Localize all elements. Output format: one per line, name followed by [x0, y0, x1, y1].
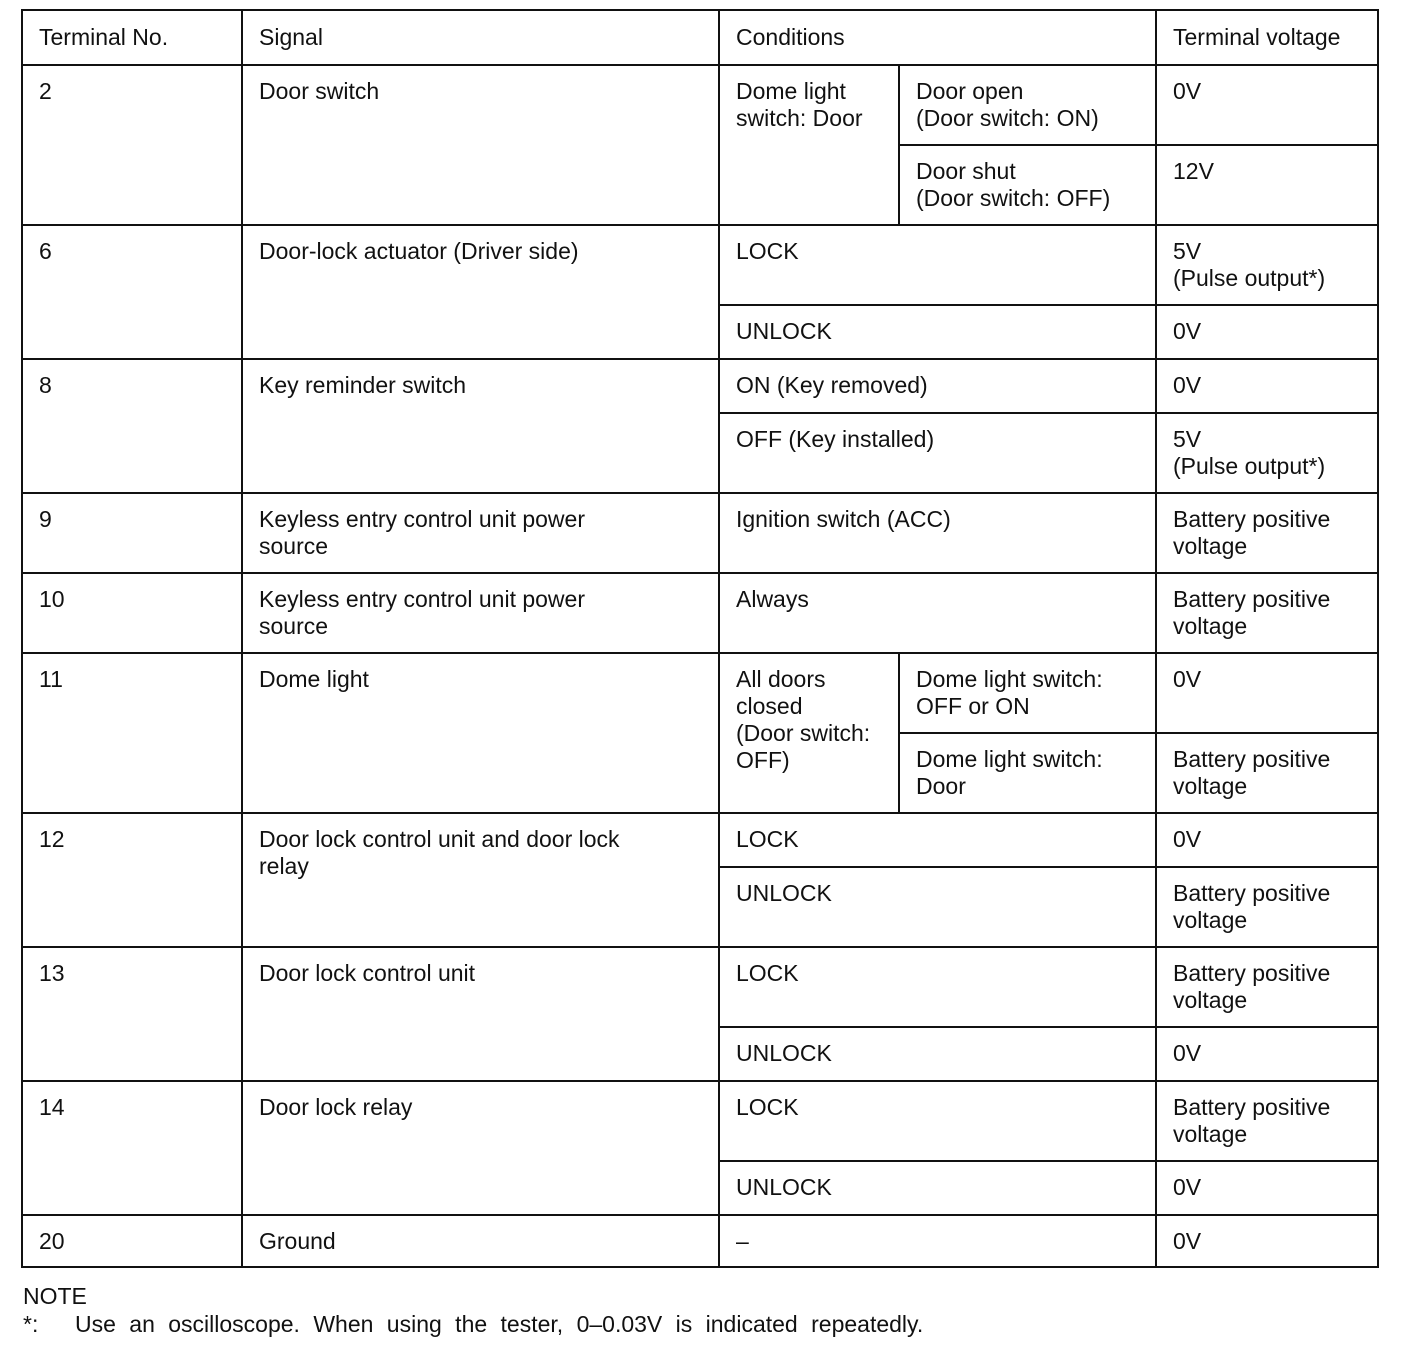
condition: LOCK: [719, 1081, 1156, 1161]
terminal-voltage: 0V: [1156, 1027, 1378, 1081]
signal: Keyless entry control unit power source: [242, 573, 719, 653]
table-row: [22, 813, 1378, 867]
signal: Door lock control unit and door lock relay: [242, 813, 719, 947]
condition: Ignition switch (ACC): [719, 493, 1156, 573]
note-footnote-mark: *:: [23, 1311, 39, 1337]
terminal-voltage: Battery positive voltage: [1156, 947, 1378, 1027]
table-row: [22, 225, 1378, 305]
terminal-voltage: Battery positive voltage: [1156, 493, 1378, 573]
signal: Door lock control unit: [242, 947, 719, 1081]
signal: Door-lock actuator (Driver side): [242, 225, 719, 359]
condition: UNLOCK: [719, 305, 1156, 359]
header-voltage: Terminal voltage: [1156, 10, 1378, 65]
terminal-voltage: 5V (Pulse output*): [1156, 413, 1378, 493]
terminal-no: 2: [22, 65, 242, 225]
condition: Door shut (Door switch: OFF): [899, 145, 1156, 225]
condition: UNLOCK: [719, 1027, 1156, 1081]
header-terminal: Terminal No.: [22, 10, 242, 65]
signal: Door switch: [242, 65, 719, 225]
header-row: [22, 10, 1378, 65]
condition: UNLOCK: [719, 867, 1156, 947]
note-line: [23, 1311, 1023, 1338]
condition: Dome light switch: OFF or ON: [899, 653, 1156, 733]
terminal-voltage: Battery positive voltage: [1156, 733, 1378, 813]
terminal-no: 13: [22, 947, 242, 1081]
table-row: [22, 65, 1378, 145]
condition-group: All doors closed (Door switch: OFF): [719, 653, 899, 813]
terminal-no: 20: [22, 1215, 242, 1267]
signal: Keyless entry control unit power source: [242, 493, 719, 573]
terminal-no: 9: [22, 493, 242, 573]
table-row: [22, 573, 1378, 653]
condition: Dome light switch: Door: [899, 733, 1156, 813]
terminal-voltage: 0V: [1156, 653, 1378, 733]
terminal-voltage: Battery positive voltage: [1156, 573, 1378, 653]
terminal-no: 6: [22, 225, 242, 359]
condition: LOCK: [719, 225, 1156, 305]
terminal-no: 11: [22, 653, 242, 813]
condition: OFF (Key installed): [719, 413, 1156, 493]
table-row: [22, 1081, 1378, 1161]
terminal-voltage: 0V: [1156, 813, 1378, 867]
terminal-voltage: 0V: [1156, 305, 1378, 359]
header-conditions: Conditions: [719, 10, 1156, 65]
condition: Always: [719, 573, 1156, 653]
condition: LOCK: [719, 813, 1156, 867]
signal: Key reminder switch: [242, 359, 719, 493]
terminal-voltage: 12V: [1156, 145, 1378, 225]
table-row: [22, 359, 1378, 413]
condition: LOCK: [719, 947, 1156, 1027]
signal: Dome light: [242, 653, 719, 813]
note-title: NOTE: [23, 1283, 87, 1309]
condition-group: Dome light switch: Door: [719, 65, 899, 225]
condition: UNLOCK: [719, 1161, 1156, 1215]
terminal-voltage: Battery positive voltage: [1156, 867, 1378, 947]
terminal-no: 12: [22, 813, 242, 947]
terminal-no: 10: [22, 573, 242, 653]
header-signal: Signal: [242, 10, 719, 65]
table-row: [22, 947, 1378, 1027]
terminal-voltage: 0V: [1156, 1215, 1378, 1267]
terminal-voltage: 0V: [1156, 1161, 1378, 1215]
terminal-voltage: 0V: [1156, 359, 1378, 413]
terminal-voltage: 5V (Pulse output*): [1156, 225, 1378, 305]
terminal-no: 8: [22, 359, 242, 493]
condition: ON (Key removed): [719, 359, 1156, 413]
table-row: [22, 493, 1378, 573]
condition: Door open (Door switch: ON): [899, 65, 1156, 145]
terminal-voltage-table: [21, 9, 1379, 1268]
signal: Ground: [242, 1215, 719, 1267]
table-row: [22, 1215, 1378, 1267]
signal: Door lock relay: [242, 1081, 719, 1215]
condition: –: [719, 1215, 1156, 1267]
terminal-voltage: Battery positive voltage: [1156, 1081, 1378, 1161]
terminal-no: 14: [22, 1081, 242, 1215]
table-row: [22, 653, 1378, 733]
terminal-voltage: 0V: [1156, 65, 1378, 145]
note-text: Use an oscilloscope. When using the tester, 0–0.03V is indicated repeatedly.: [75, 1311, 924, 1337]
